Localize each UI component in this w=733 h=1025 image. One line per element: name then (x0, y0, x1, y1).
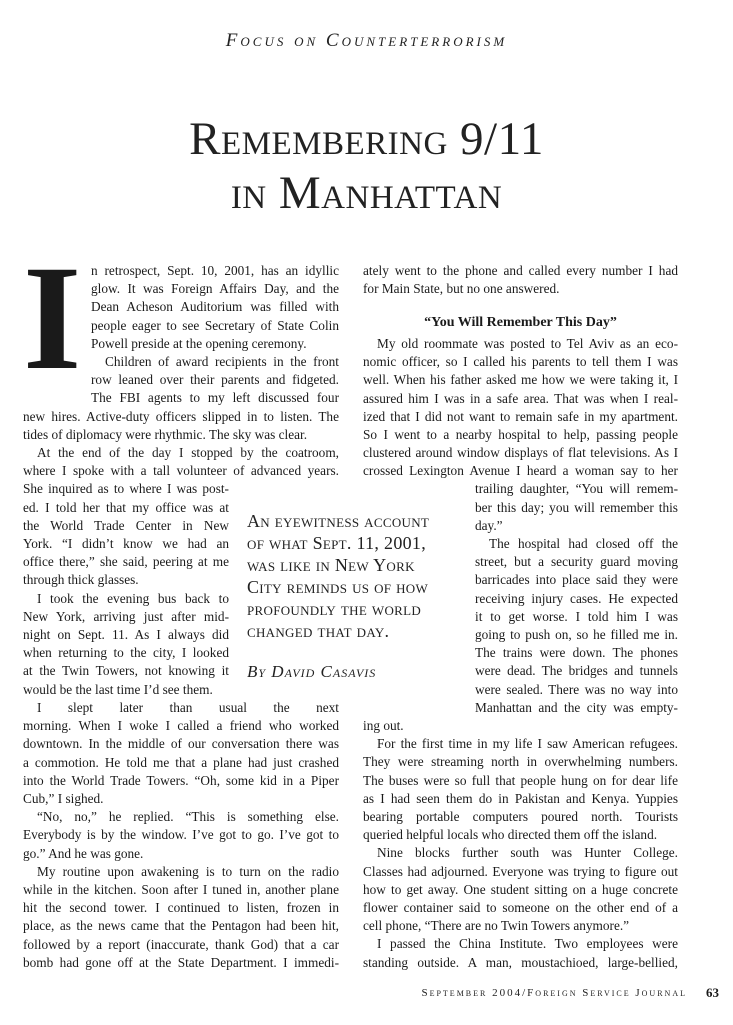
text-line: hit the second tower. I continued to listen, frozen in (23, 900, 339, 916)
footer-text: September 2004/Foreign Service Journal (421, 987, 687, 999)
col1-narrow (23, 480, 229, 698)
text-line: how to get away. One student sitting on a huge concrete (363, 881, 678, 897)
text-line: bomb had gone off at the State Department. I immedi- (23, 954, 339, 970)
text-line: tides of diplomacy were rhythmic. The sky was clear. (23, 426, 308, 442)
text-line: Cub,” I sighed. (23, 791, 104, 807)
text-line: a commotion. He told me that a plane had just crashed (23, 754, 339, 770)
text-line: downtown. In the middle of our conversation there was (23, 736, 339, 752)
text-line: going to push on, so he filled me in. (475, 627, 678, 643)
title-line-1: Remembering 9/11 (189, 113, 544, 165)
text-line: through thick glasses. (23, 572, 139, 588)
drop-cap: I (23, 235, 82, 401)
text-line: flower container said to someone on the other end of a (363, 900, 678, 916)
text-line: new hires. Active-duty officers slipped in to listen. The (23, 408, 339, 424)
text-line: Powell preside at the opening ceremony. (91, 335, 307, 351)
text-line: ately went to the phone and called every number I had (363, 263, 678, 278)
text-line: n retrospect, Sept. 10, 2001, has an idyllic (91, 263, 339, 278)
pull-quote-line: profoundly the world (247, 599, 422, 619)
pull-quote-line: City reminds us of how (247, 577, 429, 597)
text-line: Classes had adjourned. Everyone was trying to figure out (363, 863, 678, 879)
text-line: I slept later than usual the next (37, 700, 339, 715)
text-line: My old roommate was posted to Tel Aviv as an eco- (377, 336, 678, 351)
text-line: into the World Trade Towers. “Oh, some kid in a Piper (23, 772, 339, 788)
text-line: The trains were down. The phones (475, 645, 678, 661)
col1-intro (91, 262, 339, 353)
text-line: followed by a report (inaccurate, thank God) that a car (23, 936, 339, 952)
section-kicker: Focus on Counterterrorism (225, 30, 508, 51)
col1-p2 (91, 353, 339, 408)
page-footer (421, 987, 687, 999)
text-line: My routine upon awakening is to turn on the radio (37, 863, 339, 879)
text-line: would be the last time I’d see them. (23, 681, 213, 697)
article-title (0, 112, 733, 220)
title-line-2: in Manhattan (230, 167, 503, 219)
text-line: Manhattan and the city was empty- (475, 699, 678, 715)
text-line: cell phone, “There are no Twin Towers anymore.” (363, 918, 630, 934)
pull-quote-line: An eyewitness account (247, 511, 430, 531)
text-line: glow. It was Foreign Affairs Day, and the (91, 281, 339, 297)
text-line: Everybody is by the window. I’ve got to go. I’ve got to (23, 827, 339, 843)
text-line: while in the kitchen. Soon after I tuned in, another plane (23, 882, 339, 898)
text-line: assured him I was in a safe area. That was when I real- (363, 390, 678, 406)
text-line: For the first time in my life I saw American refugees. (377, 736, 678, 752)
text-line: Children of award recipients in the front (105, 354, 339, 369)
col2-narrow (475, 480, 678, 717)
text-line: receiving injury cases. He expected (475, 590, 678, 606)
text-line: day.” (475, 517, 503, 533)
text-line: bearing portable computers poured north. Tourists (363, 809, 678, 825)
text-line: York. “I didn’t know we had an (23, 536, 229, 551)
text-line: standing outside. A man, moustachioed, large-bellied, (363, 954, 678, 970)
text-line: where I spoke with a tall volunteer of advanced years. (23, 463, 339, 479)
pull-quote (247, 510, 462, 642)
text-line: They were streaming north in overwhelming numbers. (363, 754, 678, 770)
text-line: ed. I told her that my office was at (23, 499, 229, 515)
text-line: row leaned over their parents and fidgeted. (91, 372, 339, 388)
text-line: ized that I did not want to remain safe in my apartment. (363, 408, 678, 424)
col2-low (363, 717, 678, 972)
text-line: Nine blocks further south was Hunter College. (377, 845, 678, 861)
text-line: people eager to see Secretary of State Colin (91, 317, 339, 333)
text-line: well. When his father asked me how we were taking it, I (363, 372, 678, 388)
text-line: I passed the China Institute. Two employees were (377, 936, 678, 952)
text-line: trailing daughter, “You will remem- (475, 481, 678, 497)
text-line: ing out. (363, 718, 404, 733)
text-line: street, but a security guard moving (475, 554, 678, 570)
text-line: place, as the news came that the Pentagon had been hit, (23, 918, 339, 934)
text-line: queried helpful locals who directed them off the island. (363, 827, 658, 843)
text-line: as I had seen them do in Pakistan and Kenya. Yuppies (363, 790, 678, 806)
text-line: clustered around window displays of flat televisions. As I (363, 445, 678, 461)
pull-quote-line: of what Sept. 11, 2001, (247, 533, 427, 553)
col2-mid (363, 335, 678, 481)
subheading: “You Will Remember This Day” (424, 315, 617, 330)
text-line: night on Sept. 11. As I always did (23, 627, 229, 643)
text-line: The FBI agents to my left discussed four (91, 390, 339, 406)
text-line: were dead. The bridges and tunnels (475, 663, 678, 679)
text-line: office there,” she said, peering at me (23, 554, 229, 570)
text-line: New York, arriving just after mid- (23, 608, 229, 624)
pull-quote-line: changed that day. (247, 621, 390, 641)
text-line: were sealed. There was no way into (475, 681, 678, 697)
text-line: for Main State, but no one answered. (363, 281, 560, 297)
text-line: Dean Acheson Auditorium was filled with (91, 299, 339, 315)
text-line: barricades into place said they were (475, 572, 678, 588)
text-line: it to get worse. I told him I was (475, 608, 678, 624)
text-line: So I went to a nearby hospital to help, passing people (363, 427, 678, 443)
text-line: She inquired as to where I was post- (23, 481, 229, 497)
text-line: The hospital had closed off the (489, 536, 678, 551)
col1-low (23, 699, 339, 972)
text-line: I took the evening bus back to (37, 590, 229, 606)
text-line: go.” And he was gone. (23, 845, 144, 861)
byline: By David Casavis (247, 662, 377, 681)
text-line: “No, no,” he replied. “This is something else. (37, 809, 339, 825)
col2-top (363, 262, 678, 298)
col1-full (23, 408, 339, 481)
text-line: nomic officer, so I called his parents to tell them I was (363, 354, 678, 370)
text-line: at the Twin Towers, not knowing it (23, 663, 229, 679)
text-line: ber this day; you will remember this (475, 499, 678, 515)
pull-quote-line: was like in New York (247, 555, 415, 575)
text-line: At the end of the day I stopped by the coatroom, (37, 445, 339, 460)
text-line: when returning to the city, I looked (23, 645, 229, 661)
text-line: the World Trade Center in New (23, 517, 229, 533)
text-line: crossed Lexington Avenue I heard a woman say to her (363, 463, 678, 479)
text-line: The buses were so full that people hung on for dear life (363, 772, 678, 788)
page-number: 63 (706, 985, 719, 1000)
text-line: morning. When I woke I called a friend who worked (23, 718, 339, 734)
